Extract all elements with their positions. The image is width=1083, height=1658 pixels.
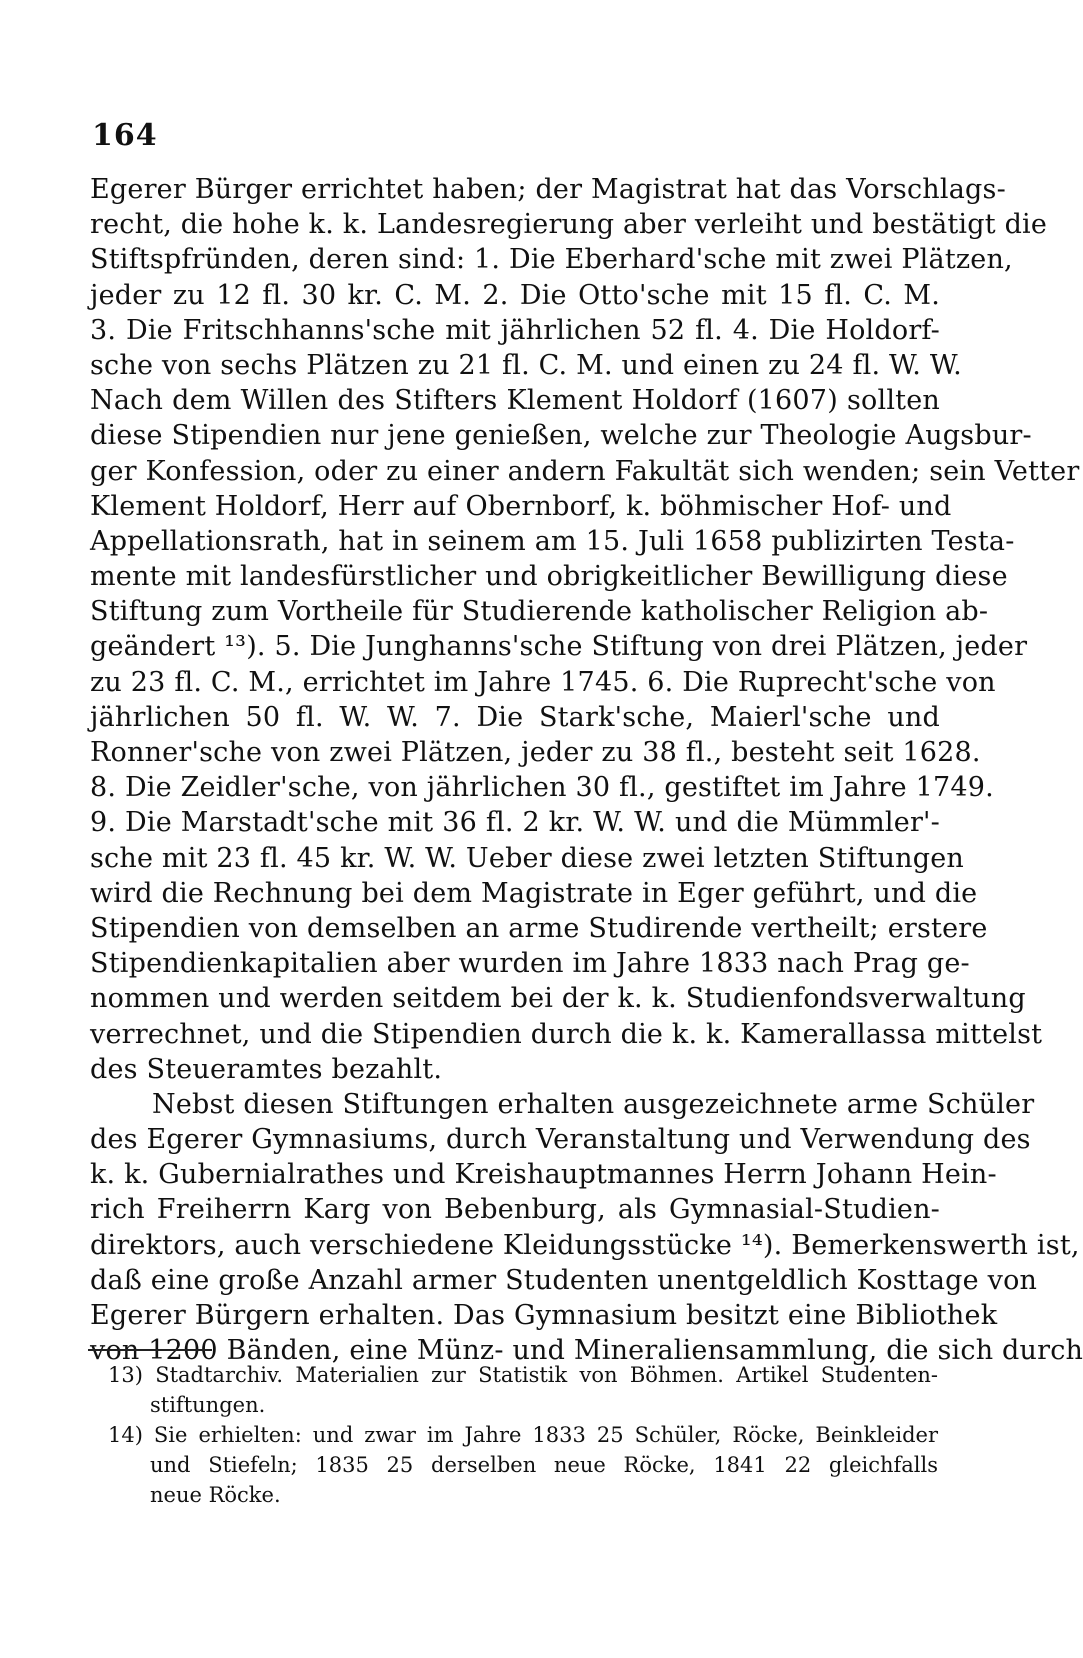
text-line: wird die Rechnung bei dem Magistrate in Eger geführt, und die xyxy=(90,877,978,909)
text-line: 9. Die Marstadt'sche mit 36 fl. 2 kr. W. W. und die Mümmler'- xyxy=(90,807,940,839)
footnote-line: 14) Sie erhielten: und zwar im Jahre 1833 25 Schüler, Röcke, Beinkleider xyxy=(108,1423,938,1447)
footnote-line: neue Röcke. xyxy=(150,1483,281,1507)
paragraph-end-line: des Steueramtes bezahlt. xyxy=(90,1053,443,1085)
page-number: 164 xyxy=(92,118,158,153)
text-line: rich Freiherrn Karg von Bebenburg, als Gymnasial-Studien- xyxy=(90,1194,940,1226)
paragraph-start-line: Nebst diesen Stiftungen erhalten ausgezeichnete arme Schüler xyxy=(152,1088,1035,1120)
text-line: recht, die hohe k. k. Landesregierung aber verleiht und bestätigt die xyxy=(90,209,1048,241)
text-line: Ronner'sche von zwei Plätzen, jeder zu 38 fl., besteht seit 1628. xyxy=(90,737,981,768)
text-line: daß eine große Anzahl armer Studenten unentgeldlich Kosttage von xyxy=(90,1264,1038,1296)
footnote-14 xyxy=(108,1420,938,1510)
footnote-line: stiftungen. xyxy=(150,1393,266,1417)
text-line: geändert ¹³). 5. Die Junghanns'sche Stiftung von drei Plätzen, jeder xyxy=(90,631,1028,663)
text-line: Egerer Bürgern erhalten. Das Gymnasium besitzt eine Bibliothek xyxy=(90,1300,998,1331)
text-line: sche von sechs Plätzen zu 21 fl. C. M. und einen zu 24 fl. W. W. xyxy=(90,349,962,381)
footnote-line: 13) Stadtarchiv. Materialien zur Statistik von Böhmen. Artikel Studenten- xyxy=(108,1363,938,1387)
text-line: von 1200 Bänden, eine Münz- und Mineraliensammlung, die sich durch xyxy=(90,1335,1083,1367)
text-line: zu 23 fl. C. M., errichtet im Jahre 1745. 6. Die Ruprecht'sche von xyxy=(90,666,996,698)
text-line: direktors, auch verschiedene Kleidungsstücke ¹⁴). Bemerkenswerth ist, xyxy=(90,1229,1080,1261)
text-line: jeder zu 12 fl. 30 kr. C. M. 2. Die Otto'sche mit 15 fl. C. M. xyxy=(90,279,940,311)
text-line: Stipendienkapitalien aber wurden im Jahre 1833 nach Prag ge- xyxy=(90,948,970,980)
text-line: nommen und werden seitdem bei der k. k. Studienfondsverwaltung xyxy=(90,983,1026,1015)
text-line: k. k. Gubernialrathes und Kreishauptmannes Herrn Johann Hein- xyxy=(90,1159,997,1191)
footnote-line: und Stiefeln; 1835 25 derselben neue Röcke, 1841 22 gleichfalls xyxy=(150,1453,938,1477)
text-line: diese Stipendien nur jene genießen, welche zur Theologie Augsbur- xyxy=(90,420,1032,452)
text-line: Appellationsrath, hat in seinem am 15. Juli 1658 publizirten Testa- xyxy=(90,525,1015,557)
text-line: 8. Die Zeidler'sche, von jährlichen 30 fl., gestiftet im Jahre 1749. xyxy=(90,772,994,804)
text-line: mente mit landesfürstlicher und obrigkeitlicher Bewilligung diese xyxy=(90,561,1008,593)
text-line: verrechnet, und die Stipendien durch die k. k. Kamerallassa mittelst xyxy=(90,1018,1043,1050)
text-line: 3. Die Fritschhanns'sche mit jährlichen 52 fl. 4. Die Holdorf- xyxy=(90,314,940,346)
text-line: jährlichen 50 fl. W. W. 7. Die Stark'sche, Maierl'sche und xyxy=(90,701,940,733)
text-line: sche mit 23 fl. 45 kr. W. W. Ueber diese zwei letzten Stiftungen xyxy=(90,842,965,874)
text-line: ger Konfession, oder zu einer andern Fakultät sich wenden; sein Vetter xyxy=(90,455,1080,487)
text-line: Stipendien von demselben an arme Studirende vertheilt; erstere xyxy=(90,912,988,944)
text-line: Nach dem Willen des Stifters Klement Holdorf (1607) sollten xyxy=(90,385,940,417)
text-line: des Egerer Gymnasiums, durch Veranstaltung und Verwendung des xyxy=(90,1124,1031,1156)
text-line: Egerer Bürger errichtet haben; der Magistrat hat das Vorschlags- xyxy=(90,174,1006,205)
footnote-divider xyxy=(88,1349,212,1351)
footnotes xyxy=(108,1360,938,1510)
text-line: Klement Holdorf, Herr auf Obernborf, k. böhmischer Hof- und xyxy=(90,490,952,522)
footnote-13 xyxy=(108,1360,938,1420)
text-line: Stiftspfründen, deren sind: 1. Die Eberhard'sche mit zwei Plätzen, xyxy=(90,244,1013,276)
text-line: Stiftung zum Vortheile für Studierende katholischer Religion ab- xyxy=(90,596,989,628)
body-text xyxy=(90,172,1083,1368)
